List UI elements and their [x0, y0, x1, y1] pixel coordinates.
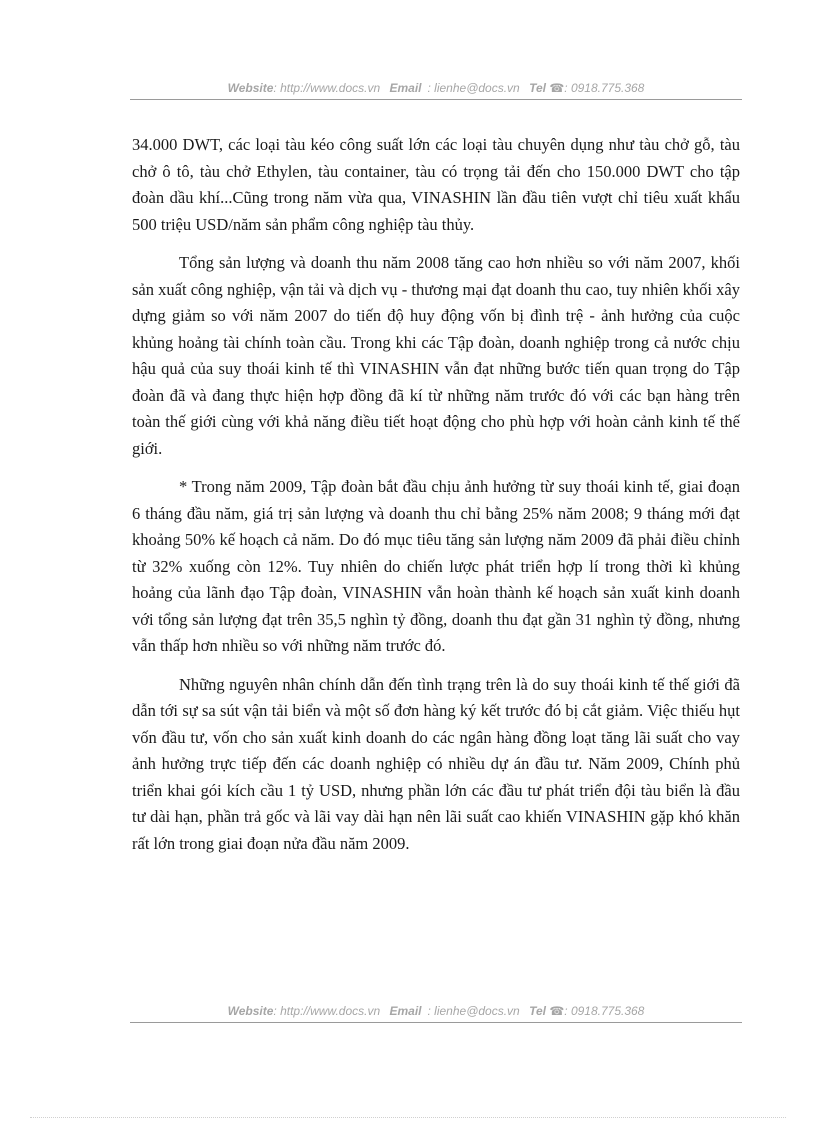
phone-icon: ☎ [549, 81, 565, 95]
footer-tel-value: : 0918.775.368 [564, 1004, 645, 1018]
email-label: Email [389, 81, 422, 95]
website-value: : http://www.docs.vn [273, 81, 381, 95]
document-body [132, 132, 740, 869]
phone-icon: ☎ [549, 1004, 565, 1018]
page-header [130, 81, 742, 95]
footer-tel-label: Tel [529, 1004, 546, 1018]
tel-value: : 0918.775.368 [564, 81, 645, 95]
paragraph: * Trong năm 2009, Tập đoàn bắt đầu chịu ảnh hưởng từ suy thoái kinh tế, giai đoạn 6 tháng đầu năm, giá trị sản lượng và doanh thu chỉ bằng 25% năm 2008; 9 tháng mới đạt khoảng 50% kế hoạch cả năm. Do đó mục tiêu tăng sản lượng năm 2009 đã phải điều chỉnh từ 32% xuống còn 12%. Tuy nhiên do chiến lược phát triển hợp lí trong thời kì khủng hoảng của lãnh đạo Tập đoàn, VINASHIN vẫn hoàn thành kế hoạch sản xuất kinh doanh với tổng sản lượng đạt trên 35,5 nghìn tỷ đồng, doanh thu đạt gần 31 nghìn tỷ đồng, nhưng vẫn thấp hơn nhiều so với những năm trước đó. [132, 477, 740, 655]
footer-website-label: Website [227, 1004, 274, 1018]
page-edge-divider [30, 1117, 786, 1118]
paragraph: Tổng sản lượng và doanh thu năm 2008 tăng cao hơn nhiều so với năm 2007, khối sản xuất công nghiệp, vận tải và dịch vụ - thương mại đạt doanh thu cao, tuy nhiên khối xây dựng giảm so với năm 2007 do tiến độ huy động vốn bị đình trệ - ảnh hưởng của cuộc khủng hoảng tài chính toàn cầu. Trong khi các Tập đoàn, doanh nghiệp trong cả nước chịu hậu quả của suy thoái kinh tế thì VINASHIN vẫn đạt những bước tiến quan trọng do Tập đoàn đã và đang thực hiện hợp đồng đã kí từ những năm trước đó với các bạn hàng trên toàn thế giới cùng với khả năng điều tiết hoạt động cho phù hợp với hoàn cảnh kinh tế thế giới. [132, 253, 740, 458]
page-footer [130, 1004, 742, 1018]
paragraph: 34.000 DWT, các loại tàu kéo công suất lớn các loại tàu chuyên dụng như tàu chở gỗ, tàu chở ô tô, tàu chở Ethylen, tàu container, tàu có trọng tải đến cho 150.000 DWT cho tập đoàn dầu khí...Cũng trong năm vừa qua, VINASHIN lần đầu tiên vượt chỉ tiêu xuất khẩu 500 triệu USD/năm sản phẩm công nghiệp tàu thủy. [132, 135, 740, 234]
footer-website-value: : http://www.docs.vn [273, 1004, 381, 1018]
email-value: : lienhe@docs.vn [427, 81, 520, 95]
website-label: Website [227, 81, 274, 95]
tel-label: Tel [529, 81, 546, 95]
paragraph: Những nguyên nhân chính dẫn đến tình trạng trên là do suy thoái kinh tế thế giới đã dẫn tới sự sa sút vận tải biển và một số đơn hàng ký kết trước đó bị cắt giảm. Việc thiếu hụt vốn đầu tư, vốn cho sản xuất kinh doanh do các ngân hàng đồng loạt tăng lãi suất cho vay ảnh hưởng trực tiếp đến các doanh nghiệp có nhiều dự án đầu tư. Năm 2009, Chính phủ triển khai gói kích cầu 1 tỷ USD, nhưng phần lớn các đầu tư phát triển đội tàu biển là đầu tư dài hạn, phần trả gốc và lãi vay dài hạn nên lãi suất cao khiến VINASHIN gặp khó khăn rất lớn trong giai đoạn nửa đầu năm 2009. [132, 674, 740, 853]
footer-rule [130, 1022, 742, 1023]
footer-email-label: Email [389, 1004, 422, 1018]
footer-email-value: : lienhe@docs.vn [427, 1004, 520, 1018]
header-rule [130, 99, 742, 100]
